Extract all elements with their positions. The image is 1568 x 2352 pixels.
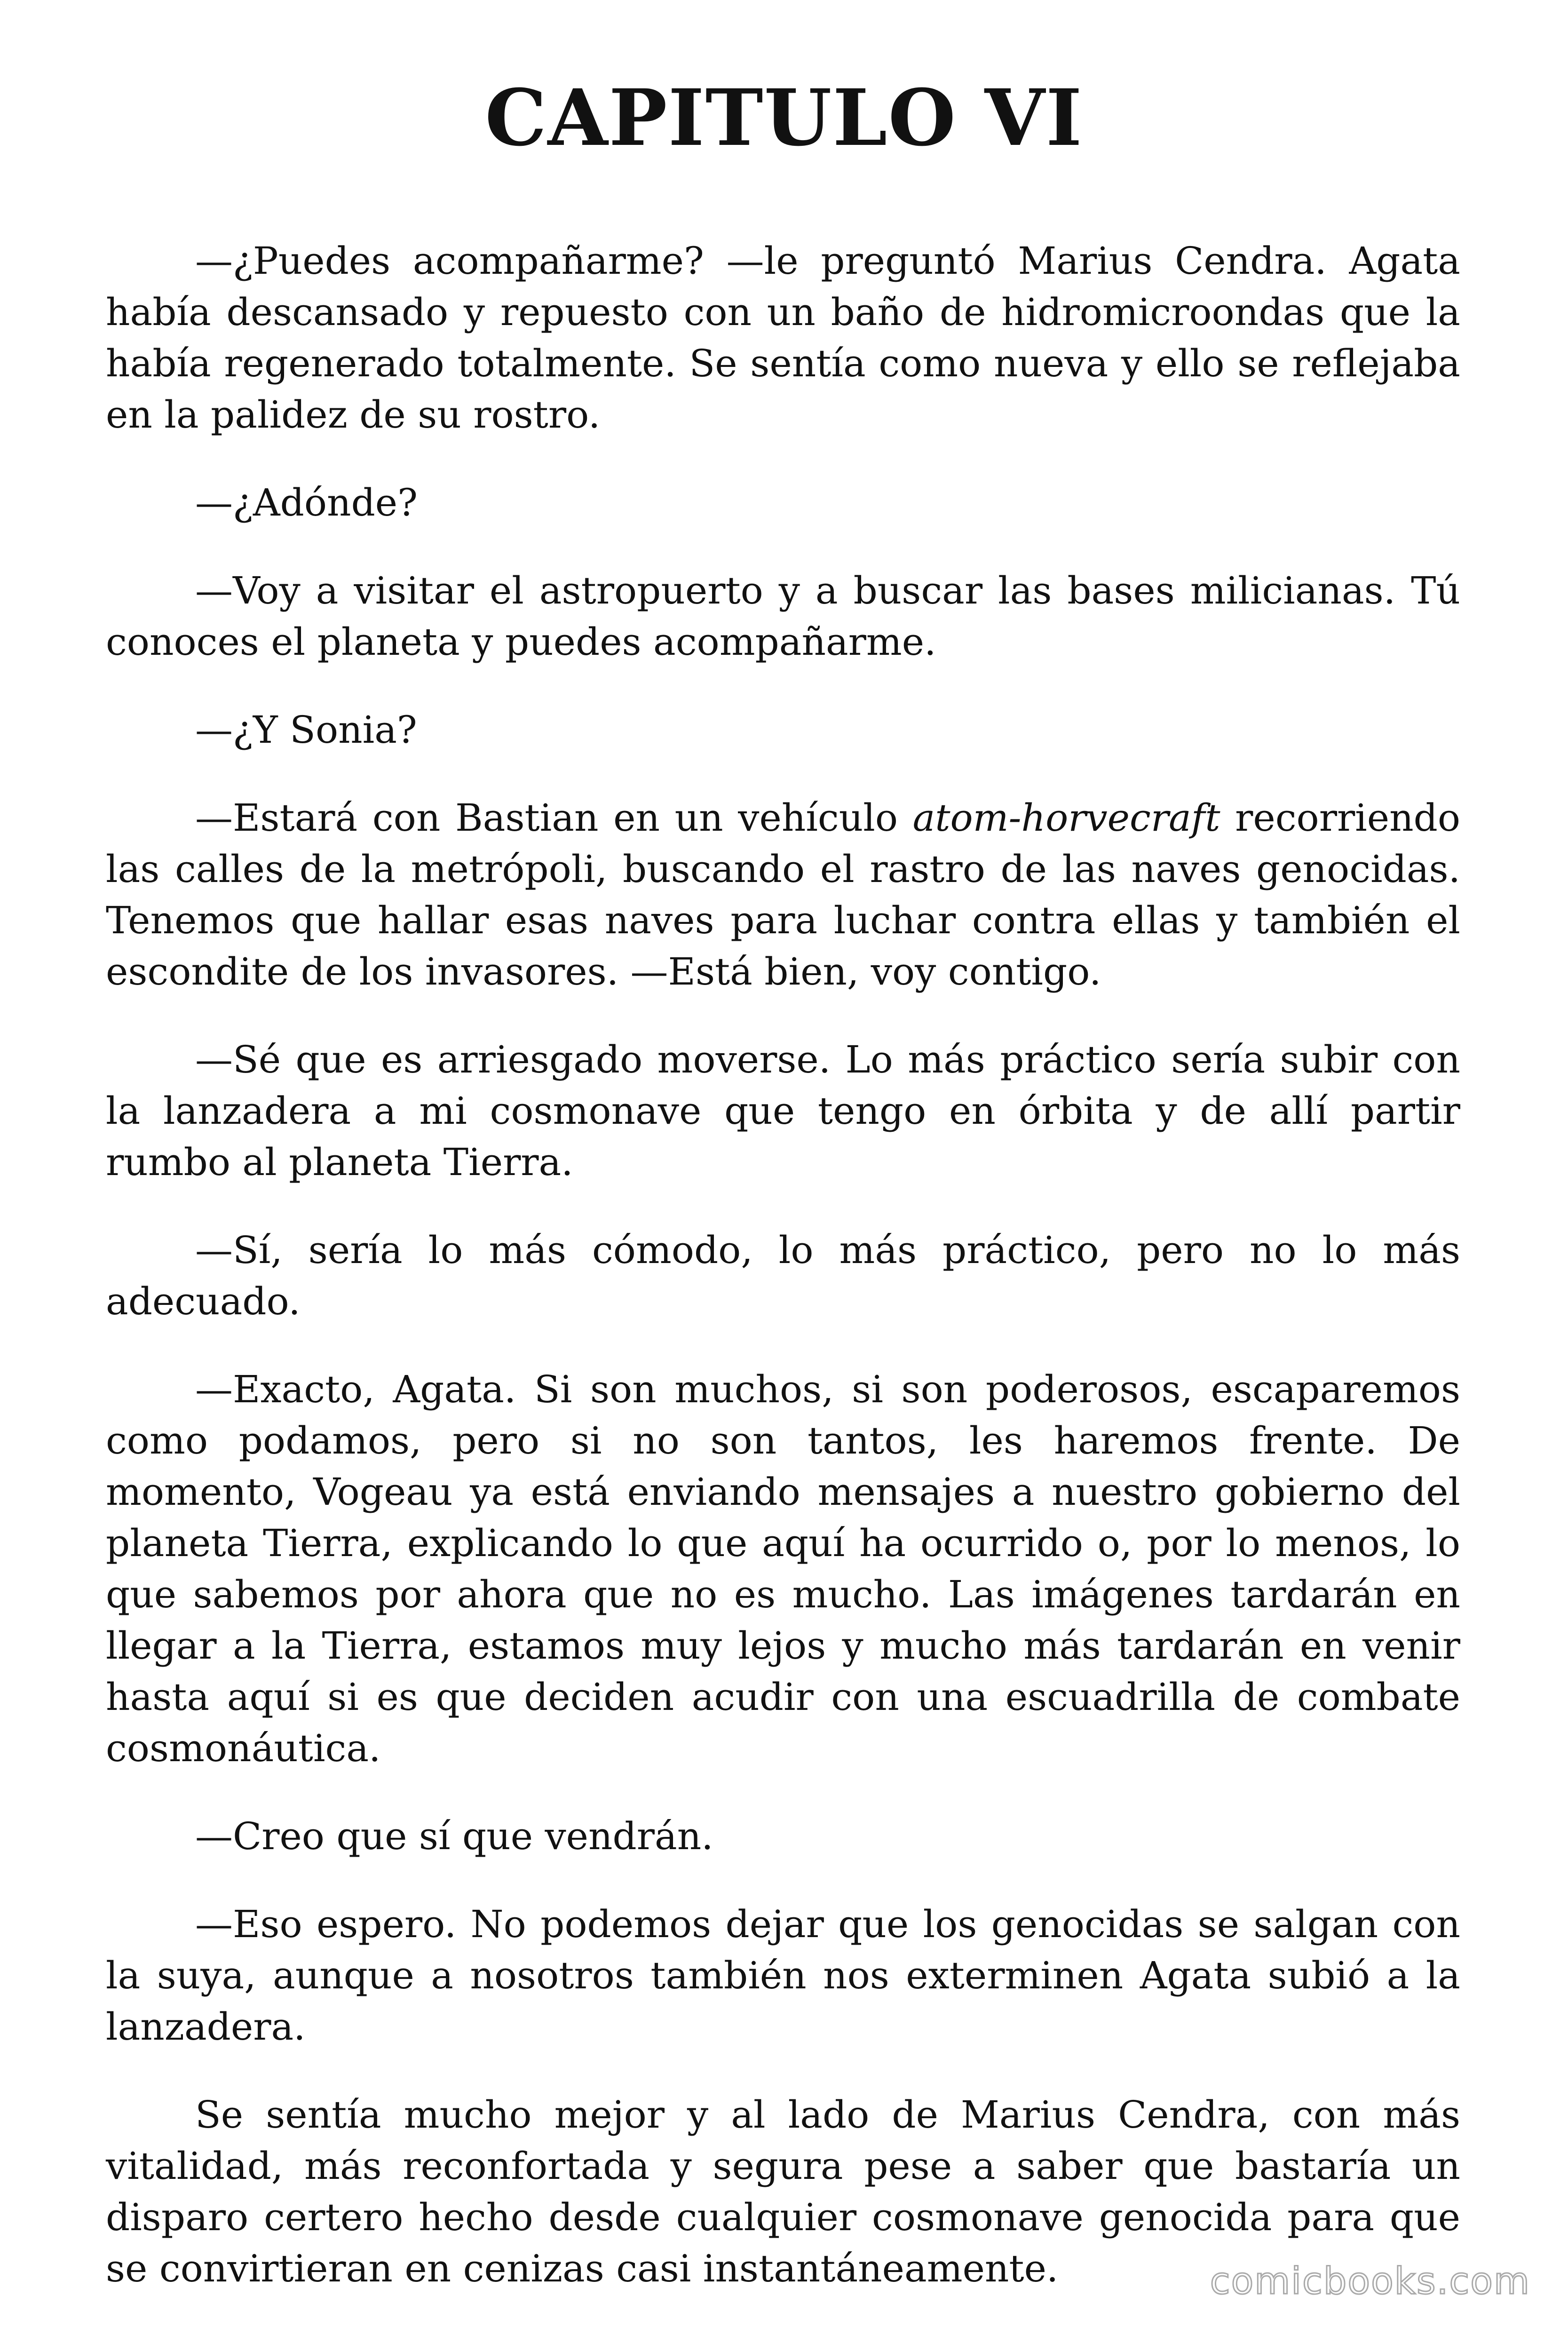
paragraph-10: —Eso espero. No podemos dejar que los genocidas se salgan con la suya, aunque a nosotros también nos exterminen Agata subió a la lanzadera. xyxy=(106,1902,1460,2049)
chapter-body xyxy=(106,235,1460,2294)
paragraph-3: —Voy a visitar el astropuerto y a buscar las bases milicianas. Tú conoces el planeta y puedes acompañarme. xyxy=(106,569,1460,664)
paragraph-2: —¿Adónde? xyxy=(195,481,418,524)
paragraph-5-start: —Estará con Bastian en un vehículo xyxy=(195,796,913,840)
paragraph-11: Se sentía mucho mejor y al lado de Marius Cendra, con más vitalidad, más reconfortada y segura pese a saber que bastaría un disparo certero hecho desde cualquier cosmonave genocida para que se convirtieran en cenizas casi instantáneamente. xyxy=(106,2093,1460,2290)
paragraph-9: —Creo que sí que vendrán. xyxy=(195,1814,713,1858)
paragraph-5-end: recorriendo las calles de la metrópoli, buscando el rastro de las naves genocidas. Tenemos que hallar esas naves para luchar contra ellas y también el escondite de los invasores. —Está bien, voy contigo. xyxy=(106,796,1461,993)
paragraph-8: —Exacto, Agata. Si son muchos, si son poderosos, escaparemos como podamos, pero si no son tantos, les haremos frente. De momento, Vogeau ya está enviando mensajes a nuestro gobierno del planeta Tierra, explicando lo que aquí ha ocurrido o, por lo menos, lo que sabemos por ahora que no es mucho. Las imágenes tardarán en llegar a la Tierra, estamos muy lejos y mucho más tardarán en venir hasta aquí si es que deciden acudir con una escuadrilla de combate cosmonáutica. xyxy=(106,1367,1460,1770)
paragraph-6: —Sé que es arriesgado moverse. Lo más práctico sería subir con la lanzadera a mi cosmonave que tengo en órbita y de allí partir rumbo al planeta Tierra. xyxy=(106,1038,1460,1184)
paragraph-4: —¿Y Sonia? xyxy=(195,708,417,752)
paragraph-5 xyxy=(106,792,1460,997)
paragraph-7: —Sí, sería lo más cómodo, lo más práctico, pero no lo más adecuado. xyxy=(106,1228,1460,1323)
watermark: comicbooks.com xyxy=(1210,2260,1530,2303)
chapter-title: CAPITULO VI xyxy=(485,72,1083,163)
paragraph-5-italic-term: atom-horvecraft xyxy=(912,796,1220,840)
paragraph-1: —¿Puedes acompañarme? —le preguntó Marius Cendra. Agata había descansado y repuesto con un baño de hidromicroondas que la había regenerado totalmente. Se sentía como nueva y ello se reflejaba en la palidez de su rostro. xyxy=(106,239,1460,437)
